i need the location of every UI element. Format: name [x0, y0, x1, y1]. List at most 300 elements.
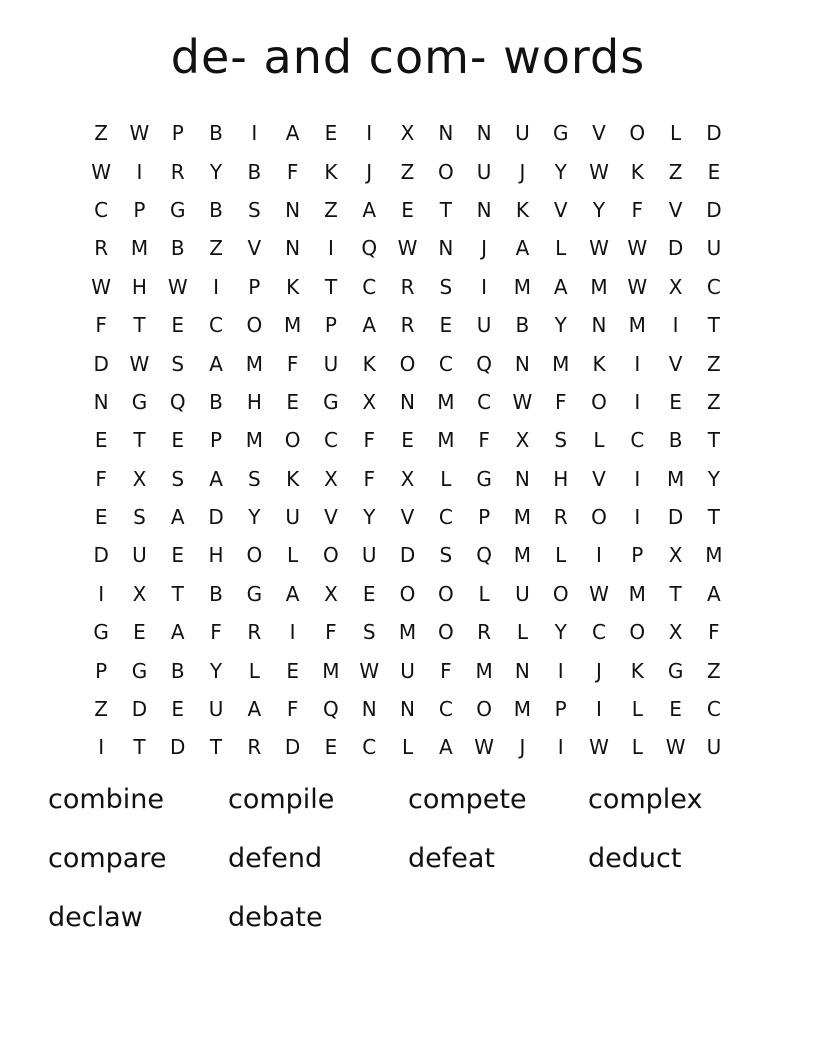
grid-letter: M: [552, 351, 570, 376]
grid-letter: T: [133, 313, 146, 338]
grid-letter: V: [247, 236, 262, 261]
grid-letter: B: [247, 159, 262, 184]
grid-letter: O: [399, 581, 416, 606]
grid-letter: M: [513, 505, 532, 530]
grid-letter: M: [513, 274, 532, 299]
grid-letter: U: [285, 505, 300, 530]
grid-letter: L: [478, 581, 490, 606]
grid-letter: T: [171, 581, 184, 606]
grid-letter: D: [93, 351, 109, 376]
grid-letter: U: [132, 543, 147, 568]
grid-letter: C: [592, 620, 606, 645]
grid-letter: E: [94, 505, 108, 530]
grid-letter: V: [553, 197, 568, 222]
grid-letter: W: [589, 735, 609, 760]
grid-letter: F: [554, 389, 567, 414]
grid-letter: K: [286, 466, 300, 491]
grid-letter: L: [631, 697, 643, 722]
grid-letter: O: [552, 581, 569, 606]
grid-letter: S: [362, 620, 376, 645]
grid-letter: Z: [94, 121, 108, 146]
grid-letter: S: [247, 466, 261, 491]
grid-letter: Q: [323, 697, 339, 722]
grid-letter: M: [628, 581, 646, 606]
grid-letter: Y: [707, 466, 720, 491]
grid-letter: J: [366, 159, 373, 184]
grid-letter: X: [362, 389, 377, 414]
grid-letter: W: [589, 159, 609, 184]
word-list: [48, 784, 768, 961]
grid-letter: I: [634, 351, 641, 376]
grid-letter: F: [286, 697, 299, 722]
grid-letter: X: [324, 581, 338, 606]
grid-letter: K: [324, 159, 338, 184]
grid-letter: M: [284, 313, 302, 338]
grid-letter: Z: [209, 236, 223, 261]
grid-letter: C: [94, 197, 109, 222]
grid-letter: T: [439, 197, 452, 222]
grid-letter: R: [247, 620, 262, 645]
grid-letter: I: [98, 581, 105, 606]
grid-letter: N: [514, 658, 530, 683]
grid-letter: G: [93, 620, 109, 645]
grid-letter: F: [440, 658, 452, 683]
grid-letter: G: [476, 466, 492, 491]
grid-letter: I: [557, 658, 564, 683]
grid-letter: L: [593, 428, 605, 453]
grid-letter: R: [94, 236, 109, 261]
grid-letter: I: [596, 543, 602, 568]
grid-letter: C: [209, 313, 224, 338]
grid-letter: G: [552, 121, 569, 146]
grid-letter: W: [474, 735, 494, 760]
grid-letter: B: [515, 313, 530, 338]
grid-letter: X: [132, 466, 147, 491]
grid-letter: V: [400, 505, 415, 530]
grid-letter: E: [94, 428, 108, 453]
grid-letter: U: [361, 543, 377, 568]
grid-letter: P: [171, 121, 184, 146]
grid-letter: T: [707, 505, 720, 530]
grid-letter: N: [476, 121, 492, 146]
grid-letter: D: [667, 236, 684, 261]
grid-letter: B: [170, 658, 185, 683]
grid-letter: K: [592, 351, 606, 376]
grid-letter: E: [133, 620, 146, 645]
grid-letter: W: [627, 274, 648, 299]
grid-letter: Z: [400, 159, 415, 184]
grid-letter: U: [515, 121, 530, 146]
grid-letter: J: [519, 159, 526, 184]
grid-letter: F: [363, 428, 375, 453]
grid-letter: X: [668, 543, 683, 568]
grid-letter: Z: [707, 351, 721, 376]
grid-letter: O: [629, 121, 646, 146]
grid-letter: T: [669, 581, 682, 606]
grid-letter: O: [591, 505, 607, 530]
grid-letter: P: [95, 658, 108, 683]
grid-letter: F: [95, 466, 107, 491]
grid-letter: M: [705, 543, 723, 568]
grid-letter: S: [554, 428, 568, 453]
grid-letter: M: [666, 466, 685, 491]
grid-letter: L: [555, 543, 567, 568]
grid-letter: D: [208, 505, 224, 530]
grid-letter: N: [591, 313, 607, 338]
grid-letter: Y: [554, 159, 567, 184]
grid-letter: K: [286, 274, 300, 299]
grid-letter: N: [285, 197, 301, 222]
grid-letter: L: [670, 121, 682, 146]
grid-letter: U: [706, 236, 722, 261]
grid-letter: O: [246, 313, 263, 338]
grid-letter: N: [514, 466, 530, 491]
grid-letter: C: [706, 274, 721, 299]
grid-letter: D: [131, 697, 148, 722]
grid-letter: E: [324, 735, 338, 760]
grid-letter: W: [627, 236, 648, 261]
grid-letter: M: [475, 658, 493, 683]
grid-letter: S: [247, 197, 261, 222]
word-search-grid: [82, 114, 733, 767]
grid-letter: P: [248, 274, 261, 299]
grid-letter: A: [515, 236, 530, 261]
grid-letter: M: [245, 428, 263, 453]
grid-letter: X: [400, 121, 415, 146]
grid-letter: L: [631, 735, 643, 760]
grid-letter: U: [476, 313, 492, 338]
grid-letter: S: [133, 505, 146, 530]
grid-letter: M: [130, 236, 149, 261]
grid-letter: N: [438, 236, 454, 261]
grid-letter: O: [284, 428, 301, 453]
grid-letter: P: [478, 505, 491, 530]
grid-letter: C: [438, 351, 453, 376]
grid-letter: C: [362, 735, 377, 760]
grid-letter: W: [589, 581, 609, 606]
grid-letter: Y: [592, 197, 606, 222]
grid-letter: C: [362, 274, 377, 299]
grid-letter: H: [131, 274, 147, 299]
grid-letter: W: [397, 236, 418, 261]
grid-letter: A: [285, 121, 300, 146]
grid-letter: L: [248, 658, 260, 683]
grid-letter: D: [399, 543, 416, 568]
grid-letter: W: [167, 274, 188, 299]
grid-letter: R: [170, 159, 185, 184]
grid-letter: I: [213, 274, 219, 299]
grid-letter: I: [634, 389, 641, 414]
grid-letter: J: [481, 236, 488, 261]
grid-letter: X: [515, 428, 530, 453]
grid-letter: N: [285, 236, 301, 261]
grid-letter: T: [707, 428, 720, 453]
grid-letter: U: [476, 159, 492, 184]
grid-letter: B: [209, 121, 223, 146]
grid-letter: E: [669, 697, 682, 722]
grid-letter: I: [289, 620, 296, 645]
grid-letter: K: [630, 159, 644, 184]
grid-letter: E: [362, 581, 376, 606]
grid-letter: S: [171, 351, 185, 376]
grid-letter: I: [327, 236, 334, 261]
grid-letter: M: [245, 351, 263, 376]
grid-letter: C: [477, 389, 492, 414]
grid-letter: W: [129, 351, 150, 376]
grid-letter: C: [438, 505, 453, 530]
grid-letter: A: [285, 581, 300, 606]
grid-letter: X: [324, 466, 338, 491]
grid-letter: F: [95, 313, 107, 338]
grid-letter: W: [91, 274, 112, 299]
grid-letter: C: [706, 697, 721, 722]
grid-letter: H: [246, 389, 262, 414]
grid-letter: W: [359, 658, 380, 683]
grid-letter: X: [400, 466, 415, 491]
word-list-item: combine: [48, 784, 165, 815]
grid-letter: A: [209, 466, 223, 491]
grid-letter: N: [476, 197, 492, 222]
grid-letter: G: [131, 389, 148, 414]
grid-letter: D: [284, 735, 301, 760]
grid-letter: I: [634, 505, 641, 530]
grid-letter: E: [171, 697, 185, 722]
grid-letter: R: [400, 274, 415, 299]
grid-letter: R: [400, 313, 415, 338]
grid-letter: W: [589, 236, 609, 261]
page-title: de- and com- words: [170, 30, 646, 84]
grid-letter: E: [669, 389, 682, 414]
grid-letter: E: [401, 428, 414, 453]
grid-letter: Z: [324, 197, 338, 222]
word-list-item: defeat: [408, 843, 495, 874]
grid-letter: B: [170, 236, 185, 261]
grid-letter: N: [514, 351, 530, 376]
grid-letter: D: [706, 197, 722, 222]
grid-letter: K: [630, 658, 644, 683]
grid-letter: M: [437, 389, 455, 414]
grid-letter: C: [438, 697, 453, 722]
grid-letter: U: [208, 697, 224, 722]
grid-letter: Y: [209, 159, 223, 184]
grid-letter: I: [596, 697, 602, 722]
grid-letter: M: [513, 543, 532, 568]
grid-letter: R: [477, 620, 492, 645]
grid-letter: P: [631, 543, 644, 568]
grid-letter: N: [438, 121, 454, 146]
grid-letter: N: [400, 697, 415, 722]
word-list-item: compete: [408, 784, 527, 815]
grid-letter: F: [325, 620, 337, 645]
grid-letter: E: [324, 121, 338, 146]
grid-letter: F: [708, 620, 720, 645]
grid-letter: Q: [361, 236, 378, 261]
grid-letter: J: [519, 735, 526, 760]
grid-letter: O: [591, 389, 607, 414]
grid-letter: W: [512, 389, 533, 414]
grid-letter: P: [554, 697, 567, 722]
grid-letter: G: [169, 197, 186, 222]
grid-letter: X: [668, 274, 683, 299]
grid-letter: C: [323, 428, 338, 453]
grid-letter: A: [553, 274, 568, 299]
grid-letter: U: [400, 658, 415, 683]
grid-letter: U: [706, 735, 722, 760]
grid-letter: E: [286, 389, 299, 414]
grid-letter: W: [129, 121, 150, 146]
grid-letter: G: [246, 581, 263, 606]
grid-letter: T: [133, 428, 146, 453]
grid-letter: H: [553, 466, 569, 491]
grid-letter: S: [439, 274, 453, 299]
word-list-item: deduct: [588, 843, 682, 874]
grid-letter: T: [209, 735, 223, 760]
grid-letter: I: [634, 466, 641, 491]
grid-letter: O: [437, 581, 454, 606]
grid-letter: D: [706, 121, 722, 146]
word-list-item: declaw: [48, 902, 143, 933]
grid-letter: M: [628, 313, 646, 338]
grid-letter: F: [286, 351, 299, 376]
grid-letter: G: [131, 658, 148, 683]
grid-letter: L: [555, 236, 567, 261]
word-list-item: defend: [228, 843, 323, 874]
grid-letter: A: [362, 197, 377, 222]
grid-letter: D: [667, 505, 684, 530]
grid-letter: I: [481, 274, 488, 299]
grid-letter: I: [366, 121, 373, 146]
grid-letter: O: [437, 159, 454, 184]
word-list-item: complex: [588, 784, 703, 815]
grid-letter: S: [439, 543, 453, 568]
grid-letter: X: [132, 581, 147, 606]
grid-letter: V: [592, 121, 606, 146]
grid-letter: F: [210, 620, 222, 645]
grid-letter: J: [596, 658, 602, 683]
grid-letter: T: [707, 313, 720, 338]
grid-letter: Y: [554, 313, 567, 338]
grid-letter: Z: [707, 389, 721, 414]
grid-letter: I: [136, 159, 143, 184]
grid-letter: N: [361, 697, 377, 722]
grid-letter: O: [476, 697, 492, 722]
grid-letter: T: [324, 274, 338, 299]
grid-letter: S: [171, 466, 185, 491]
grid-letter: H: [208, 543, 224, 568]
grid-letter: O: [629, 620, 646, 645]
grid-letter: U: [515, 581, 530, 606]
grid-letter: G: [667, 658, 684, 683]
grid-letter: M: [322, 658, 340, 683]
grid-letter: A: [362, 313, 377, 338]
grid-letter: A: [247, 697, 262, 722]
grid-letter: A: [170, 620, 185, 645]
grid-letter: P: [324, 313, 337, 338]
grid-letter: M: [398, 620, 417, 645]
grid-letter: M: [513, 697, 532, 722]
grid-letter: Z: [94, 697, 108, 722]
grid-letter: E: [707, 159, 721, 184]
grid-letter: D: [170, 735, 186, 760]
grid-letter: E: [171, 543, 185, 568]
grid-letter: V: [668, 197, 683, 222]
grid-letter: L: [287, 543, 299, 568]
grid-letter: B: [209, 389, 223, 414]
grid-letter: A: [170, 505, 185, 530]
grid-letter: O: [399, 351, 416, 376]
grid-letter: Y: [363, 505, 376, 530]
grid-letter: O: [437, 620, 454, 645]
grid-letter: L: [401, 735, 414, 760]
grid-letter: Y: [554, 620, 567, 645]
grid-letter: F: [286, 159, 299, 184]
grid-letter: W: [665, 735, 686, 760]
grid-letter: Y: [209, 658, 223, 683]
grid-letter: E: [401, 197, 414, 222]
grid-letter: G: [323, 389, 339, 414]
grid-letter: B: [209, 581, 223, 606]
grid-letter: D: [93, 543, 109, 568]
grid-letter: Z: [668, 159, 683, 184]
grid-letter: E: [439, 313, 453, 338]
grid-letter: N: [400, 389, 415, 414]
grid-letter: X: [668, 620, 683, 645]
grid-letter: W: [91, 159, 112, 184]
grid-letter: E: [171, 313, 185, 338]
word-list-item: compile: [228, 784, 335, 815]
grid-letter: F: [478, 428, 490, 453]
grid-letter: T: [133, 735, 146, 760]
grid-letter: I: [557, 735, 564, 760]
grid-letter: Q: [476, 351, 492, 376]
grid-letter: B: [209, 197, 223, 222]
grid-letter: A: [707, 581, 721, 606]
grid-letter: I: [672, 313, 679, 338]
grid-letter: A: [438, 735, 453, 760]
grid-letter: F: [631, 197, 644, 222]
grid-letter: P: [210, 428, 223, 453]
grid-letter: R: [553, 505, 568, 530]
grid-letter: E: [286, 658, 299, 683]
grid-letter: O: [246, 543, 263, 568]
grid-letter: N: [93, 389, 109, 414]
grid-letter: V: [324, 505, 338, 530]
grid-letter: Q: [476, 543, 492, 568]
grid-letter: F: [363, 466, 375, 491]
grid-letter: K: [515, 197, 529, 222]
grid-letter: B: [668, 428, 683, 453]
word-list-item: debate: [228, 902, 323, 933]
grid-letter: R: [247, 735, 262, 760]
grid-letter: A: [209, 351, 223, 376]
grid-letter: L: [516, 620, 528, 645]
grid-letter: C: [630, 428, 645, 453]
grid-letter: V: [668, 351, 683, 376]
grid-letter: M: [437, 428, 455, 453]
grid-letter: I: [98, 735, 105, 760]
grid-letter: U: [323, 351, 339, 376]
grid-letter: M: [590, 274, 608, 299]
grid-letter: E: [171, 428, 185, 453]
grid-letter: L: [440, 466, 452, 491]
grid-letter: Q: [169, 389, 186, 414]
word-list-item: compare: [48, 843, 167, 874]
grid-letter: Y: [248, 505, 261, 530]
grid-letter: K: [362, 351, 376, 376]
grid-letter: V: [592, 466, 606, 491]
grid-letter: Z: [707, 658, 721, 683]
grid-letter: I: [251, 121, 258, 146]
